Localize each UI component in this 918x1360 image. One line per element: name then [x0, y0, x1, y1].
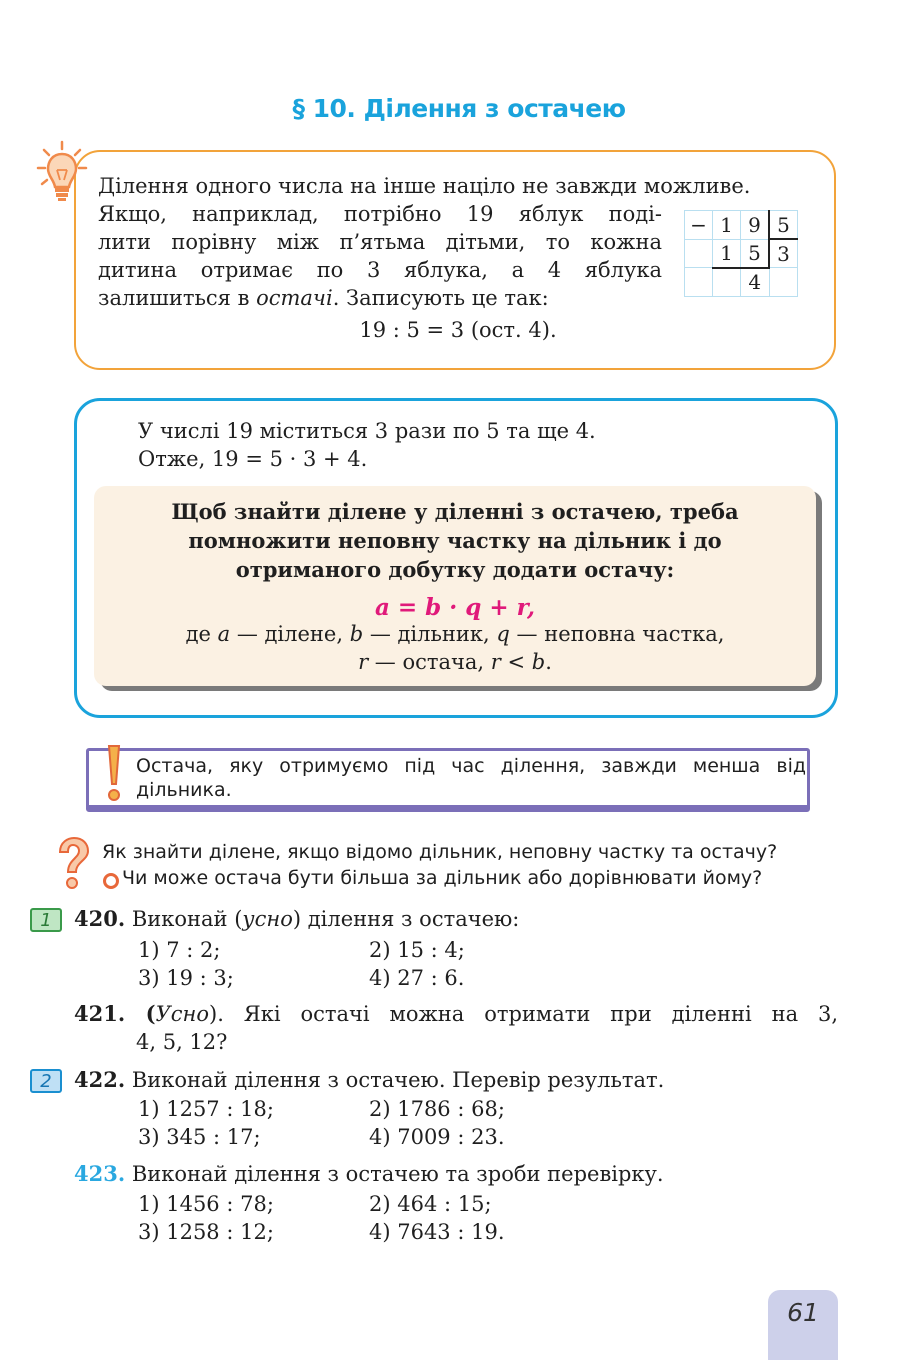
exercise-420: 420. Виконай (усно) ділення з остачею:: [74, 906, 520, 931]
question-mark-icon: [52, 836, 92, 892]
note-line-1: Остача, яку отримуємо під час ділення, завжди менша від: [136, 755, 806, 777]
intro-line-5: залишиться в остачі. Записують це так:: [98, 286, 549, 310]
exercise-422: 422. Виконай ділення з остачею. Перевір результат.: [74, 1067, 665, 1092]
divisor: 5: [769, 211, 798, 240]
long-division: [684, 210, 798, 297]
intro-line-1: Ділення одного числа на інше націло не завжди можливе.: [98, 174, 751, 198]
term-ostacha: остачі: [256, 286, 333, 310]
exercise-item: 4) 7009 : 23.: [369, 1125, 505, 1149]
exercise-item: 1) 1456 : 78;: [138, 1192, 274, 1216]
exercise-number: 423.: [74, 1161, 126, 1186]
bullet-circle-icon: [103, 873, 119, 889]
note-text: [136, 754, 836, 802]
lightbulb-icon: [36, 140, 88, 206]
note-line-2: дільника.: [136, 779, 232, 801]
rule-card: [94, 486, 816, 686]
exercise-421: 421. (Усно). Які остачі можна отримати при діленні на 3,: [74, 1001, 839, 1026]
exercise-item: 2) 464 : 15;: [369, 1192, 492, 1216]
exercise-item: 1) 1257 : 18;: [138, 1097, 274, 1121]
rule-bold-3: отриманого добутку додати остачу:: [235, 557, 675, 582]
subtracted-digit: 5: [741, 239, 770, 268]
exercise-number: 420.: [74, 906, 126, 931]
intro-line-2: Якщо, наприклад, потрібно 19 яблук поді-: [98, 202, 662, 226]
formula: a = b · q + r,: [374, 594, 536, 621]
level-badge-1: 1: [30, 908, 62, 932]
definition-line-2: r — остача, r < b.: [358, 650, 552, 674]
exercise-423: 423. Виконай ділення з остачею та зроби перевірку.: [74, 1161, 664, 1186]
rule-line-1: У числі 19 міститься 3 рази по 5 та ще 4.: [138, 419, 596, 443]
definition-line-1: де a — ділене, b — дільник, q — неповна частка,: [185, 622, 725, 646]
exercise-item: 2) 15 : 4;: [369, 938, 465, 962]
remainder: 4: [741, 268, 770, 297]
exercise-item: 2) 1786 : 68;: [369, 1097, 505, 1121]
question-1: Як знайти ділене, якщо відомо дільник, неповну частку та остачу?: [102, 841, 778, 863]
exercise-item: 1) 7 : 2;: [138, 938, 221, 962]
exclamation-icon: [100, 742, 128, 804]
exercise-number: 421.: [74, 1001, 126, 1026]
level-badge-2: 2: [30, 1069, 62, 1093]
question-2: Чи може остача бути більша за дільник або дорівнювати йому?: [122, 867, 763, 889]
rule-bold-2: помножити неповну частку на дільник і до: [188, 528, 722, 553]
exercise-item: 3) 1258 : 12;: [138, 1220, 274, 1244]
intro-line-3: лити порівну між п’ятьма дітьми, то кожна: [98, 230, 662, 254]
exercise-number: 422.: [74, 1067, 126, 1092]
quotient: 3: [769, 239, 798, 268]
intro-equation: 19 : 5 = 3 (ост. 4).: [359, 318, 557, 342]
page-number: 61: [787, 1298, 819, 1327]
section-title: § 10. Ділення з остачею: [292, 94, 626, 123]
exercise-421-line-2: 4, 5, 12?: [136, 1030, 228, 1054]
intro-line-4: дитина отримає по 3 яблука, а 4 яблука: [98, 258, 662, 282]
exercise-item: 4) 7643 : 19.: [369, 1220, 505, 1244]
dividend-digit: 9: [741, 211, 770, 240]
rule-bold-1: Щоб знайти ділене у діленні з остачею, треба: [171, 499, 739, 524]
subtracted-digit: 1: [713, 239, 741, 268]
dividend-digit: 1: [713, 211, 741, 240]
exercise-item: 4) 27 : 6.: [369, 966, 465, 990]
rule-line-2: Отже, 19 = 5 · 3 + 4.: [138, 447, 368, 471]
exercise-item: 3) 345 : 17;: [138, 1125, 261, 1149]
minus-sign: −: [685, 211, 713, 240]
exercise-item: 3) 19 : 3;: [138, 966, 234, 990]
